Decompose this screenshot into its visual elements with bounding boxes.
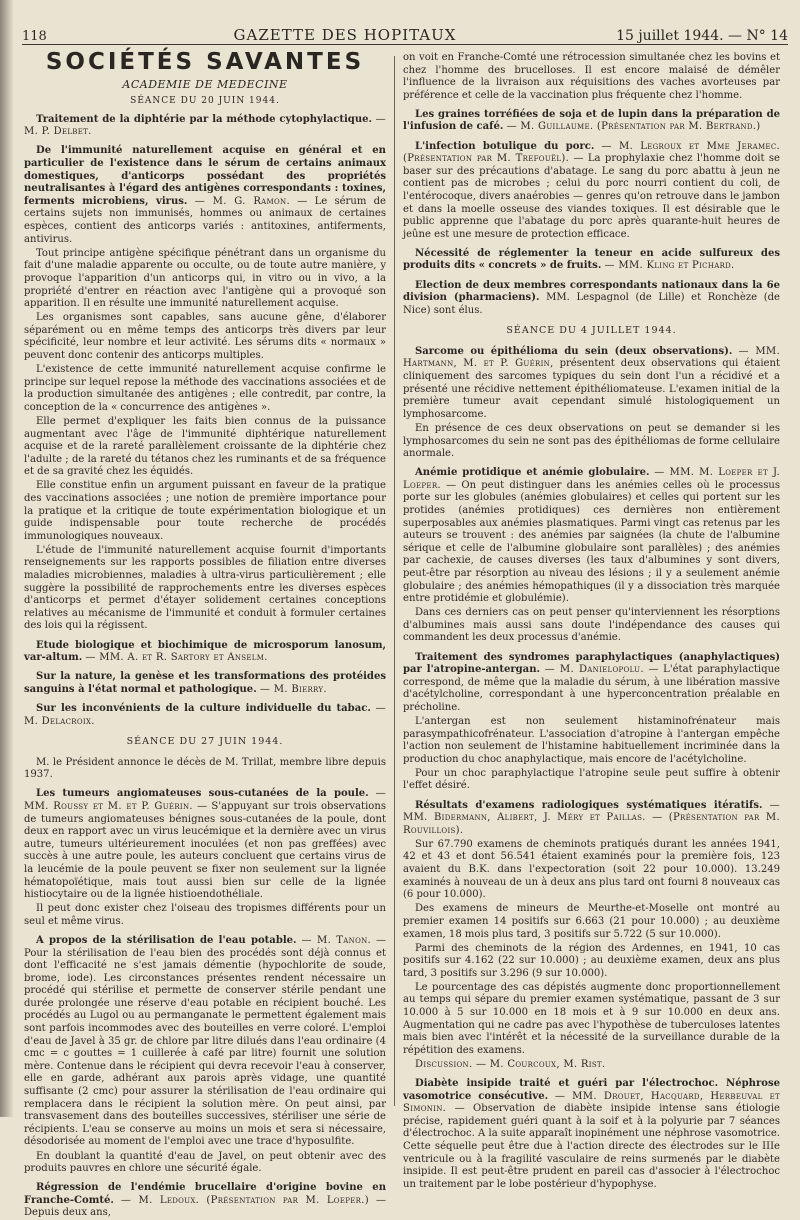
entry bbox=[403, 109, 780, 134]
entry bbox=[403, 346, 780, 422]
entry-authors: — MM. Kling et Pichard. bbox=[604, 260, 735, 272]
paragraph: — La prophylaxie chez l'homme doit se baser sur des précautions d'abatage. Le sang du porc abattu à jeun ne contient pas de microbes ; celui du porc nourri contient du coli, de l'entérocoque, divers anaérobies — genres qu'on retrouve dans le jambon et dans la moelle osseuse des viandes toxiques. Il est désirable que le public apprenne que l'abatage du porc après quarante-huit heures de jeûne est une mesure de protection efficace. bbox=[403, 153, 780, 240]
entry-title: Traitement de la diphtérie par la méthode cytophylactique. bbox=[36, 113, 373, 125]
entry-title: A propos de la stérilisation de l'eau potable. bbox=[36, 934, 297, 946]
entry-title: Traitement des syndromes paraphylactiques (anaphylactiques) par l'atropine-antergan. bbox=[403, 651, 780, 676]
paragraph: présentent deux observations qui étaient cliniquement des sarcomes typiques du sein dont l'un a récidivé et a présenté une récidive nettement épithéliomateuse. L'examen initial de la première tumeur avait cependant simulé histologiquement un lymphosarcome. bbox=[403, 358, 780, 420]
entry-title: De l'immunité naturellement acquise en général et en particulier de l'existence dans le sérum de certains animaux domestiques, d'anticorps possédant des propriétés neutralisantes à l'égard des antigènes correspondants : toxines, ferments microbiens, virus. bbox=[24, 145, 386, 207]
paragraph: L'antergan est non seulement histaminofrénateur mais parasympathicofrénateur. L'association d'atropine à l'antergan empêche l'action non seulement de l'histamine habituellement incriminée dans la production du choc anaphylactique, mais encore de l'acétylcholine. bbox=[403, 716, 780, 765]
discussion: Discussion. — M. Courcoux, M. Rist. bbox=[415, 1058, 606, 1070]
entry-title: Résultats d'examens radiologiques systématiques itératifs. bbox=[415, 799, 763, 811]
entry-authors: — MM. Drouet, Hacquard, Herbeuval et Simonin. bbox=[403, 1090, 780, 1115]
entry bbox=[403, 467, 780, 606]
entry bbox=[24, 640, 386, 665]
paragraph: — Observation de diabète insipide intense sans étiologie précise, rapidement guéri quant à la soif et à la polyurie par 7 séances d'électrochoc. A la suite apparaît inopinément une néphrose vasomotrice. Cette séquelle peut être due à l'action directe des électrodes sur le IIIe ventricule ou à la fragilité vasculaire de reins surmenés par le diabète insipide. Il est peut-être prudent en pareil cas d'associer à l'électrochoc un traitement par le lobe postérieur d'hypophyse. bbox=[403, 1103, 780, 1190]
entry-authors: — MM. Hartmann, M. et P. Guérin, bbox=[403, 345, 780, 370]
paragraph: — On peut distinguer dans les anémies celles où le processus porte sur les globules (anémies globulaires) et celles qui portent sur les protides (anémies protidiques) ces dernières non entièrement superposables aux anémies plasmatiques. Parmi vingt cas retenus par les auteurs se trouvent : des anémies par saignées (la chute de l'albumine sérique et celle de l'albumine globulaire sont parallèles) ; des anémies par cachexie, de causes diverses (les taux d'albumines y sont divers, peut-être par résorption au niveau des lésions ; il y a seulement anémie globulaire ; des anémies hémopathiques (il y a dissociation très marquée entre protidémie et globulémie). bbox=[403, 479, 780, 605]
entry-authors: — M. Ledoux. (Présentation par M. Loeper.) bbox=[120, 1194, 369, 1206]
entry bbox=[24, 1182, 386, 1220]
paragraph: — Depuis deux ans, bbox=[24, 1194, 386, 1219]
entry-authors: MM. Lespagnol (de Lille) et Ronchèze (de Nice) sont élus. bbox=[403, 292, 780, 316]
entry bbox=[403, 248, 780, 273]
right-column bbox=[403, 52, 781, 1190]
entry bbox=[24, 703, 386, 728]
entry-title: Les graines torréfiées de soja et de lupin dans la préparation de l'infusion de café. bbox=[403, 108, 780, 133]
entry-authors: — MM. M. Loeper et J. Loeper. bbox=[403, 467, 780, 491]
entry bbox=[403, 652, 780, 715]
page-binding-edge bbox=[0, 0, 14, 1117]
entry-title: Les tumeurs angiomateuses sous-cutanées de la poule. bbox=[36, 788, 369, 800]
left-column bbox=[24, 49, 386, 1219]
entry-title: Sarcome ou épithélioma du sein (deux observations). bbox=[415, 345, 733, 357]
entry-title: Election de deux membres correspondants nationaux dans la 6e division (pharmaciens). bbox=[403, 279, 780, 304]
entry-title: Sur la nature, la genèse et les transformations des protéides sanguins à l'état normal et pathologique. bbox=[24, 671, 386, 695]
entry bbox=[24, 145, 386, 246]
paragraph: Des examens de mineurs de Meurthe-et-Moselle ont montré au premier examen 14 positifs sur 6.663 (21 pour 10.000) ; au deuxième examen, 18 mois plus tard, 3 positifs sur 5.722 (5 sur 10.000). bbox=[403, 903, 780, 940]
paragraph: Elle constitue enfin un argument puissant en faveur de la pratique des vaccinations associées ; une notion de première importance pour la pratique et la critique de toute expérimentation biologique et un guide indispensable pour toute recherche de procédés immunologiques nouveaux. bbox=[24, 480, 386, 542]
page-header bbox=[22, 18, 788, 45]
entry bbox=[24, 935, 386, 1149]
paragraph: Pour un choc paraphylactique l'atropine seule peut suffire à obtenir l'effet désiré. bbox=[403, 767, 780, 792]
entry-authors: — M. Guillaume. (Présentation par M. Bertrand.) bbox=[506, 121, 761, 133]
entry bbox=[24, 671, 386, 696]
paragraph: Tout principe antigène spécifique pénétrant dans un organisme du fait d'une maladie apparente ou occulte, ou de toute autre manière, y provoque l'apparition d'un anticorps qui, in vitro ou in vivo, a la propriété d'entrer en réaction avec l'antigène qui a provoqué son apparition. Il en résulte une immunité naturellement acquise. bbox=[24, 247, 386, 310]
entry-title: Diabète insipide traité et guéri par l'électrochoc. Néphrose vasomotrice consécutive. bbox=[403, 1078, 780, 1102]
seance-heading: SÉANCE DU 20 JUIN 1944. bbox=[130, 96, 280, 107]
paragraph: — Pour la stérilisation de l'eau bien des procédés sont déjà connus et dont l'efficacité ne s'est jamais démentie (hypochlorite de soude, brome, iode). Les circonstances présentes rendent nécessaire un procédé qui stérilise et permette de conserver stérile pendant une durée prolongée une réserve d'eau potable en récipient bouché. Les procédés au Lugol ou au permanganate le permettent également mais sont parfois incommodes avec des bouteilles en verre coloré. L'emploi d'eau de Javel à 35 gr. de chlore par litre dilués dans l'eau ordinaire (4 cmc = c gouttes = 1 cuillerée à café par litre) fournit une solution mère. Contenue dans le récipient qui devra recevoir l'eau à conserver, elle en garde, adhérant aux parois après vidage, une quantité suffisante (2 cmc) pour assurer la stérilisation de l'eau ordinaire qui remplacera dans le récipient la solution mère. On peut ainsi, par transvasement dans des bouteilles successives, stériliser une série de récipients. L'eau se conserve au moins un mois et sera si nécessaire, désodorisée au moment de l'emploi avec une trace d'hyposulfite. bbox=[24, 934, 386, 1148]
entry bbox=[403, 800, 780, 838]
paragraph: En présence de ces deux observations on peut se demander si les lymphosarcomes du sein ne sont pas des épithéliomas de forme cellulaire anormale. bbox=[403, 422, 780, 460]
entry-authors: — M. Danielopolu. bbox=[544, 664, 644, 676]
academy-heading: ACADEMIE DE MEDECINE bbox=[122, 77, 288, 91]
entry-authors: — M. Tanon. bbox=[301, 934, 372, 946]
entry-title: Anémie protidique et anémie globulaire. bbox=[415, 467, 650, 479]
entry-title: Etude biologique et biochimique de microsporum lanosum, var-altum. bbox=[24, 639, 386, 664]
entry-title: Régression de l'endémie brucellaire d'origine bovine en Franche-Comté. bbox=[24, 1182, 386, 1206]
entry-title: Sur les inconvénients de la culture individuelle du tabac. bbox=[36, 702, 371, 714]
paragraph: L'étude de l'immunité naturellement acquise fournit d'importants renseignements sur les rapports possibles de filiation entre diverses maladies microbiennes, maladies à ultra-virus particulièrement ; elle suggère la possibilité de rapprochements entre les diverses espèces d'anticorps et permet d'étayer solidement certaines conceptions relatives au mécanisme de l'immunité et conduit à formuler certaines des lois qui la régissent. bbox=[24, 544, 386, 632]
issue-date: 15 juillet 1944. — N° 14 bbox=[616, 28, 788, 44]
paragraph: Dans ces derniers cas on peut penser qu'interviennent les résorptions d'albumines mais aussi sans doute l'indépendance des causes qui commandent les deux processus d'anémie. bbox=[403, 607, 780, 644]
paragraph: Le pourcentage des cas dépistés augmente donc proportionnellement au temps qui sépare du premier examen systématique, passant de 3 sur 10.000 à 5 sur 10.000 en 18 mois et à 9 sur 10.000 en deux ans. Augmentation qui ne cadre pas avec l'hypothèse de tuberculoses latentes mais bien avec l'intérêt et la nécessité de la surveillance durable de la répétition des examens. bbox=[403, 981, 780, 1056]
paragraph: Les organismes sont capables, sans aucune gêne, d'élaborer séparément ou en même temps des anticorps très divers par leur spécificité, leur nombre et leur activité. Les sérums dits « normaux » peuvent donc contenir des anticorps multiples. bbox=[24, 312, 386, 361]
paragraph: Elle permet d'expliquer les faits bien connus de la puissance augmentant avec l'âge de l'immunité diphtérique naturellement acquise et de la rareté parallèlement croissante de la diphtérie chez l'adulte ; de la rareté du tétanos chez les ruminants et de sa fréquence et de sa gravité chez les équidés. bbox=[24, 415, 386, 478]
paragraph: Il peut donc exister chez l'oiseau des tropismes différents pour un seul et même virus. bbox=[24, 903, 386, 927]
paragraph: Parmi des cheminots de la région des Ardennes, en 1941, 10 cas positifs sur 4.162 (22 sur 10.000) ; au deuxième examen, deux ans plus tard, 3 positifs sur 3.296 (9 sur 10.000). bbox=[403, 942, 780, 979]
paragraph: — L'état paraphylactique correspond, de même que la maladie du sérum, à une libération massive d'acétylcholine, correspondant à une hyperconcentration préalable en précholine. bbox=[403, 664, 780, 713]
paragraph: L'existence de cette immunité naturellement acquise confirme le principe sur lequel repose la méthode des vaccinations associées et de la production simultanée des antigènes ; elle contredit, par contre, la conception de la « concurrence des antigènes ». bbox=[24, 364, 386, 413]
entry-authors: — M. Delacroix. bbox=[24, 702, 386, 727]
entry-authors: — M. Bierry. bbox=[259, 683, 327, 695]
entry bbox=[403, 280, 780, 318]
entry-authors: — MM. Roussy et M. et P. Guérin. bbox=[24, 788, 386, 812]
entry bbox=[403, 1078, 780, 1191]
section-title: SOCIÉTÉS SAVANTES bbox=[45, 49, 365, 75]
entry-authors: — M. G. Ramon. bbox=[194, 195, 290, 207]
seance-heading: SÉANCE DU 4 JUILLET 1944. bbox=[506, 325, 677, 337]
paragraph: — Le sérum de certains sujets non immunisés, hommes ou animaux de certaines espèces, contient des anticorps variés : antitoxines, antiferments, antivirus. bbox=[24, 195, 386, 245]
entry-authors: — MM. A. et R. Sartory et Anselm. bbox=[85, 652, 268, 664]
entry-authors: — M. Legroux et Mme Jeramec. (Présentation par M. Trefouël). bbox=[403, 140, 780, 165]
paragraph: on voit en Franche-Comté une rétrocession simultanée chez les bovins et chez l'homme des brucelloses. Il est encore malaisé de démêler l'influence de la livraison aux réquisitions des vaches avorteuses par préférence et celle de la vaccination plus fréquente chez l'homme. bbox=[403, 52, 780, 101]
column-divider bbox=[394, 56, 395, 1106]
seance-heading: SÉANCE DU 27 JUIN 1944. bbox=[126, 736, 284, 748]
entry-authors: — M. P. Delbet. bbox=[24, 113, 386, 138]
entry-title: L'infection botulique du porc. bbox=[415, 140, 595, 152]
journal-title: GAZETTE DES HOPITAUX bbox=[233, 26, 457, 44]
entry-authors: — MM. Bidermann, Alibert, J. Méry et Paillas. — (Présentation par M. Rouvillois). bbox=[403, 799, 781, 836]
paragraph: M. le Président annonce le décès de M. Trillat, membre libre depuis 1937. bbox=[24, 756, 386, 781]
paragraph: Sur 67.790 examens de cheminots pratiqués durant les années 1941, 42 et 43 et dont 56.541 étaient examinés pour la première fois, 123 avaient du B.K. dans l'expectoration (soit 22 pour 10.000). 13.249 examinés à nouveau de un à deux ans plus tard ont fourni 8 nouveaux cas (6 pour 10.000). bbox=[403, 838, 780, 901]
entry-title: Nécessité de réglementer la teneur en acide sulfureux des produits dits « concrets » de fruits. bbox=[403, 247, 780, 272]
entry bbox=[403, 141, 780, 242]
entry bbox=[24, 788, 386, 901]
entry bbox=[24, 114, 386, 139]
paragraph: En doublant la quantité d'eau de Javel, on peut obtenir avec des produits pauvres en chlore une sécurité égale. bbox=[24, 1150, 386, 1175]
paragraph: — S'appuyant sur trois observations de tumeurs angiomateuses bénignes sous-cutanées de la poule, dont deux en rapport avec un virus leucémique et la dernière avec un virus autre, tumeurs ultérieurement inoculées (et non pas greffées) avec succès à une autre poule, les auteurs concluent que certains virus de la leucémie de la poule peuvent se fixer non seulement sur la lignée hématopoïétique, mais tout aussi bien sur celle de la lignée histiocytaire ou de la lignée histioendothéliale. bbox=[24, 800, 386, 901]
page-number: 118 bbox=[22, 29, 47, 44]
